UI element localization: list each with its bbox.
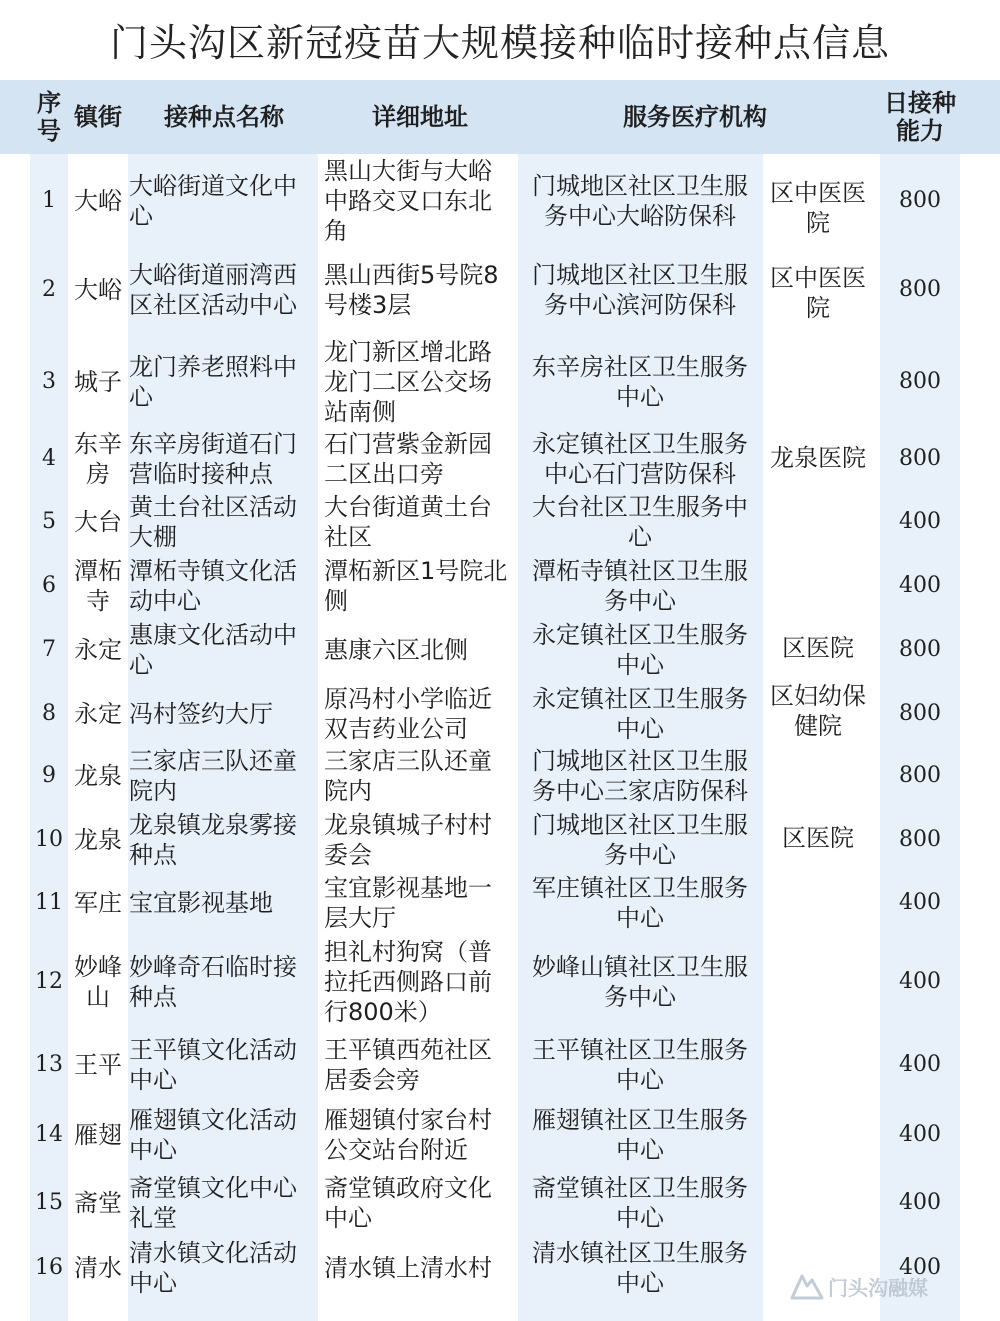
cell-site-name: 雁翅镇文化活动中心 — [129, 1106, 297, 1164]
cell-hospital: 区医院 — [782, 634, 854, 662]
cell-address: 黑山大街与大峪中路交叉口东北角 — [324, 157, 492, 245]
cell-site-name: 黄土台社区活动大棚 — [129, 493, 297, 551]
cell-no: 2 — [42, 277, 56, 302]
watermark — [790, 1270, 980, 1302]
header-town: 镇街 — [74, 103, 122, 131]
table-header — [0, 80, 1000, 154]
cell-service-org: 永定镇社区卫生服务中心 — [532, 621, 748, 679]
cell-site-name: 龙门养老照料中心 — [129, 353, 297, 411]
cell-no: 16 — [35, 1255, 63, 1280]
page-title: 门头沟区新冠疫苗大规模接种临时接种点信息 — [109, 20, 890, 65]
cell-no: 7 — [42, 637, 56, 662]
cell-service-org: 雁翅镇社区卫生服务中心 — [532, 1106, 748, 1164]
cell-no: 9 — [42, 763, 56, 788]
cell-site-name: 龙泉镇龙泉雾接种点 — [129, 811, 297, 869]
cell-town: 王平 — [74, 1051, 122, 1079]
cell-town: 潭柘寺 — [74, 557, 122, 615]
cell-no: 13 — [35, 1052, 63, 1077]
cell-service-org: 王平镇社区卫生服务中心 — [532, 1036, 748, 1094]
cell-hospital: 区医院 — [782, 824, 854, 852]
cell-capacity: 800 — [899, 701, 941, 726]
cell-no: 11 — [35, 890, 63, 915]
cell-service-org: 大台社区卫生服务中心 — [532, 493, 748, 551]
header-capacity: 日接种能力 — [884, 89, 956, 145]
cell-town: 东辛房 — [74, 430, 122, 488]
cell-no: 5 — [42, 509, 56, 534]
cell-service-org: 斋堂镇社区卫生服务中心 — [532, 1174, 748, 1232]
cell-no: 4 — [42, 446, 56, 471]
header-site: 接种点名称 — [164, 103, 284, 131]
cell-town: 永定 — [74, 636, 122, 664]
cell-address: 龙门新区增北路龙门二区公交场站南侧 — [324, 338, 492, 426]
cell-capacity: 400 — [899, 1255, 941, 1280]
cell-no: 15 — [35, 1190, 63, 1215]
cell-site-name: 王平镇文化活动中心 — [129, 1036, 297, 1094]
cell-address: 清水镇上清水村 — [324, 1254, 492, 1282]
cell-town: 龙泉 — [74, 826, 122, 854]
cell-capacity: 400 — [899, 573, 941, 598]
cell-capacity: 800 — [899, 827, 941, 852]
cell-capacity: 800 — [899, 369, 941, 394]
cell-capacity: 400 — [899, 1052, 941, 1077]
cell-site-name: 惠康文化活动中心 — [129, 621, 297, 679]
cell-address: 龙泉镇城子村村委会 — [324, 811, 492, 869]
cell-no: 10 — [35, 827, 63, 852]
cell-address: 担礼村狗窝（普拉托西侧路口前行800米） — [324, 938, 492, 1026]
cell-address: 斋堂镇政府文化中心 — [324, 1174, 492, 1232]
cell-no: 1 — [42, 188, 56, 213]
cell-town: 大台 — [74, 508, 122, 536]
cell-service-org: 门城地区社区卫生服务中心三家店防保科 — [532, 747, 748, 805]
watermark-text: 门头沟融媒 — [828, 1275, 928, 1300]
cell-service-org: 军庄镇社区卫生服务中心 — [532, 874, 748, 932]
cell-service-org: 永定镇社区卫生服务中心 — [532, 685, 748, 743]
cell-town: 清水 — [74, 1254, 122, 1282]
cell-address: 惠康六区北侧 — [324, 636, 468, 664]
cell-capacity: 800 — [899, 277, 941, 302]
cell-capacity: 800 — [899, 188, 941, 213]
cell-hospital: 区中医医院 — [770, 264, 866, 322]
cell-site-name: 斋堂镇文化中心礼堂 — [129, 1174, 297, 1232]
cell-address: 原冯村小学临近双吉药业公司 — [324, 685, 492, 743]
cell-no: 6 — [42, 573, 56, 598]
cell-capacity: 400 — [899, 509, 941, 534]
cell-service-org: 门城地区社区卫生服务中心 — [532, 811, 748, 869]
cell-no: 8 — [42, 701, 56, 726]
header-org: 服务医疗机构 — [623, 103, 767, 131]
cell-address: 宝宜影视基地一层大厅 — [324, 874, 492, 932]
cell-capacity: 800 — [899, 637, 941, 662]
cell-capacity: 400 — [899, 890, 941, 915]
logo-icon — [790, 1272, 824, 1300]
cell-hospital: 区妇幼保健院 — [770, 682, 866, 740]
cell-site-name: 东辛房街道石门营临时接种点 — [129, 430, 297, 488]
cell-address: 三家店三队还童院内 — [324, 747, 492, 805]
cell-capacity: 800 — [899, 446, 941, 471]
cell-no: 14 — [35, 1122, 63, 1147]
cell-service-org: 妙峰山镇社区卫生服务中心 — [532, 953, 748, 1011]
cell-town: 龙泉 — [74, 762, 122, 790]
cell-town: 大峪 — [74, 187, 122, 215]
cell-town: 永定 — [74, 700, 122, 728]
cell-no: 3 — [42, 369, 56, 394]
cell-site-name: 大峪街道丽湾西区社区活动中心 — [129, 261, 297, 319]
cell-address: 石门营紫金新园二区出口旁 — [324, 430, 492, 488]
cell-site-name: 大峪街道文化中心 — [129, 172, 297, 230]
cell-address: 潭柘新区1号院北侧 — [324, 557, 508, 615]
cell-service-org: 门城地区社区卫生服务中心大峪防保科 — [532, 172, 748, 230]
cell-service-org: 清水镇社区卫生服务中心 — [532, 1239, 748, 1297]
cell-service-org: 东辛房社区卫生服务中心 — [532, 353, 748, 411]
cell-service-org: 潭柘寺镇社区卫生服务中心 — [532, 557, 748, 615]
cell-site-name: 妙峰奇石临时接种点 — [129, 953, 297, 1011]
cell-town: 斋堂 — [74, 1189, 122, 1217]
cell-capacity: 800 — [899, 763, 941, 788]
cell-town: 军庄 — [74, 889, 122, 917]
cell-site-name: 清水镇文化活动中心 — [129, 1239, 297, 1297]
cell-site-name: 冯村签约大厅 — [129, 700, 273, 728]
cell-hospital: 区中医医院 — [770, 179, 866, 237]
cell-no: 12 — [35, 969, 63, 994]
cell-town: 城子 — [74, 368, 122, 396]
cell-address: 雁翅镇付家台村公交站台附近 — [324, 1106, 492, 1164]
cell-address: 大台街道黄土台社区 — [324, 493, 492, 551]
cell-site-name: 潭柘寺镇文化活动中心 — [129, 557, 297, 615]
cell-address: 王平镇西苑社区居委会旁 — [324, 1036, 492, 1094]
cell-capacity: 400 — [899, 969, 941, 994]
cell-capacity: 400 — [899, 1190, 941, 1215]
cell-hospital: 龙泉医院 — [770, 444, 866, 472]
cell-town: 大峪 — [74, 276, 122, 304]
cell-site-name: 三家店三队还童院内 — [129, 747, 297, 805]
cell-address: 黑山西街5号院8号楼3层 — [324, 261, 499, 319]
cell-service-org: 门城地区社区卫生服务中心滨河防保科 — [532, 261, 748, 319]
cell-service-org: 永定镇社区卫生服务中心石门营防保科 — [532, 430, 748, 488]
header-no: 序号 — [37, 89, 61, 145]
cell-town: 雁翅 — [74, 1121, 122, 1149]
cell-capacity: 400 — [899, 1122, 941, 1147]
cell-site-name: 宝宜影视基地 — [129, 889, 273, 917]
cell-town: 妙峰山 — [74, 953, 122, 1011]
header-address: 详细地址 — [372, 103, 468, 131]
